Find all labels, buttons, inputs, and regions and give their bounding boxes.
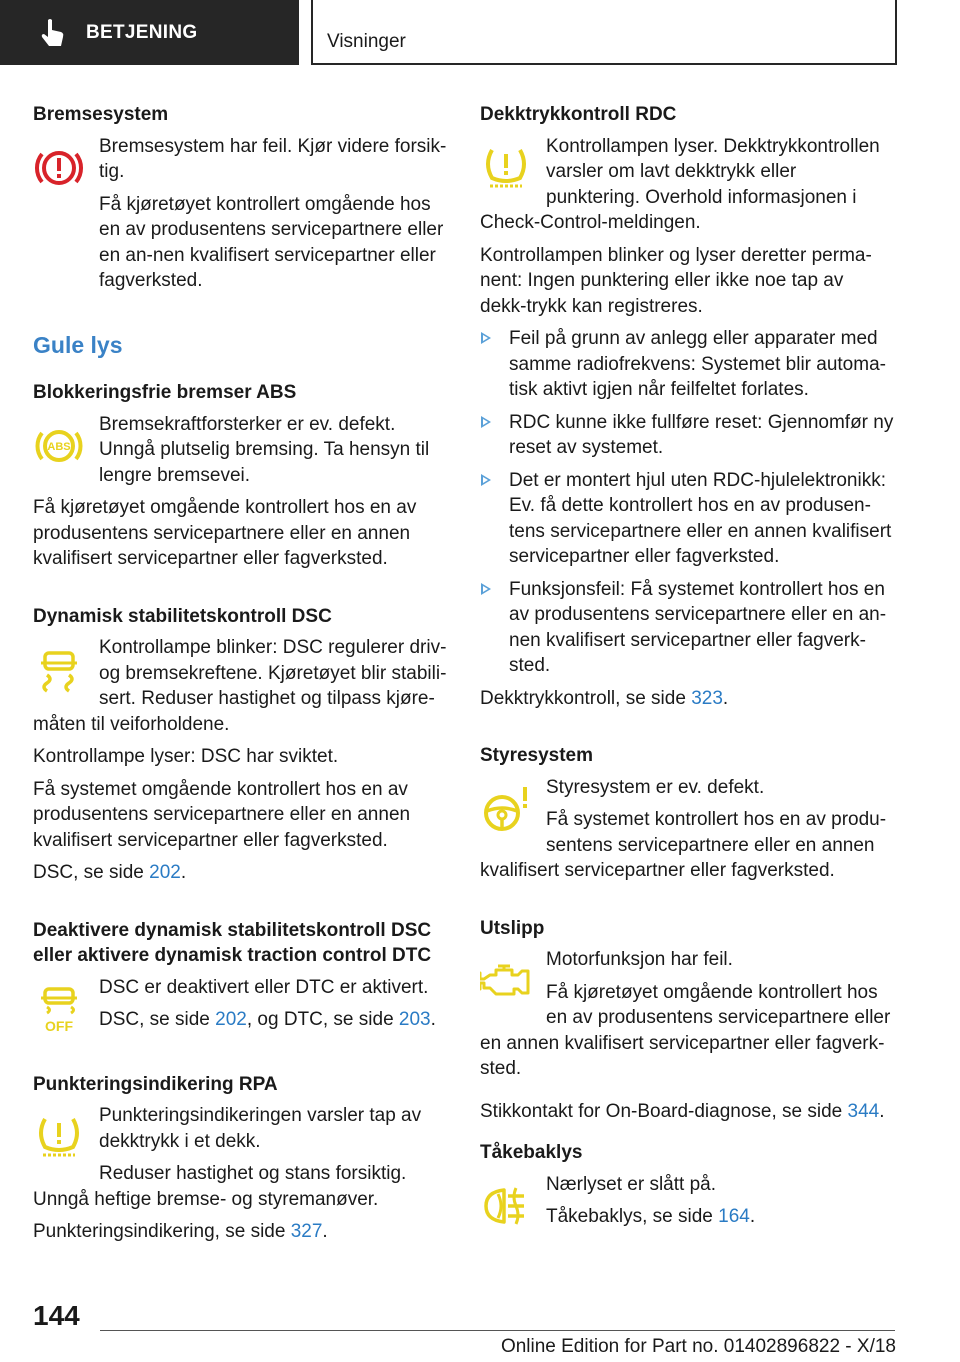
abs-icon bbox=[33, 420, 85, 472]
rdc-reference: Dekktrykkontroll, se side 323. bbox=[480, 687, 729, 709]
brake-warning-icon bbox=[33, 142, 85, 194]
emission-title: Utslipp bbox=[480, 917, 545, 939]
flat-tire-icon bbox=[33, 1111, 85, 1163]
svg-text:OFF: OFF bbox=[45, 1017, 73, 1034]
dsc-reference: DSC, se side 202. bbox=[33, 862, 187, 883]
emission-text-1: Motorfunksjon har feil. bbox=[546, 949, 733, 970]
abs-text-2: Få kjøretøyet omgående kontrollert hos en av produsentens servicepartnere eller en annen kvalifisert servicepartner eller fagverksted. bbox=[33, 497, 417, 569]
list-item: Feil på grunn av anlegg eller apparater med samme radiofrekvens: Systemet blir automa-tisk aktivt igjen når feilfeltet forlates. bbox=[480, 326, 895, 403]
list-item: RDC kunne ikke fullføre reset: Gjennomfør ny reset av systemet. bbox=[480, 410, 895, 461]
bullet-triangle-icon bbox=[481, 416, 491, 428]
rdc-title: Dekktrykkontroll RDC bbox=[480, 104, 677, 125]
right-column bbox=[480, 102, 895, 1237]
left-column bbox=[33, 102, 448, 1252]
bullet-triangle-icon bbox=[481, 332, 491, 344]
dsc-off-page-link-1[interactable]: 202 bbox=[215, 1009, 247, 1030]
abs-text-1: Bremsekraftforsterker er ev. defekt. Unngå plutselig bremsing. Ta hensyn til lengre bremsevei. bbox=[99, 413, 430, 486]
dsc-text-2: Kontrollampe lyser: DSC har sviktet. bbox=[33, 746, 339, 767]
yellow-lights-heading: Gule lys bbox=[33, 331, 123, 358]
rpa-reference: Punkteringsindikering, se side 327. bbox=[33, 1221, 328, 1242]
footer-edition: Online Edition for Part no. 01402896822 - X/18 bbox=[500, 1336, 896, 1357]
abs-title: Blokkeringsfrie bremser ABS bbox=[33, 382, 297, 403]
steering-wheel-warning-icon bbox=[480, 783, 532, 835]
brake-text-1: Bremsesystem har feil. Kjør videre forsik-tig. bbox=[99, 135, 447, 182]
page-title: Visninger bbox=[327, 31, 406, 52]
list-item: Det er montert hjul uten RDC-hjulelektronikk: Ev. få dette kontrollert hos en av produsen-tens servicepartnere eller en annen kvalifisert servicepartner eller fagverksted. bbox=[480, 468, 895, 570]
check-engine-icon bbox=[480, 955, 532, 1007]
dsc-off-reference: DSC, se side 202, og DTC, se side 203. bbox=[99, 1009, 436, 1030]
dsc-off-text-1: DSC er deaktivert eller DTC er aktivert. bbox=[99, 976, 429, 998]
brake-system-title: Bremsesystem bbox=[33, 104, 169, 125]
tire-pressure-icon bbox=[480, 142, 532, 194]
fog-light-reference: Tåkebaklys, se side 164. bbox=[546, 1206, 756, 1227]
list-item: Funksjonsfeil: Få systemet kontrollert hos en av produsentens servicepartnere eller en an-nen kvalifisert servicepartner eller fagverk-sted. bbox=[480, 577, 895, 679]
rpa-text-1: Punkteringsindikeringen varsler tap av dekktrykk i et dekk. bbox=[99, 1105, 422, 1152]
section-name: BETJENING bbox=[86, 21, 198, 43]
page-number: 144 bbox=[33, 1300, 80, 1331]
dsc-off-title: Deaktivere dynamisk stabilitetskontroll DSC eller aktivere dynamisk traction control DTC bbox=[33, 919, 432, 966]
dsc-skid-icon bbox=[33, 643, 85, 695]
rdc-text-1: Kontrollampen lyser. Dekktrykkontrollen varsler om lavt dekktrykk eller punktering. Overhold informasjonen i Check-Control-meldingen. bbox=[480, 135, 880, 233]
footer-divider bbox=[100, 1330, 895, 1331]
rdc-text-2: Kontrollampen blinker og lyser deretter perma-nent: Ingen punktering eller ikke noe tap av dekk-trykk kan registreres. bbox=[480, 244, 872, 317]
dsc-page-link[interactable]: 202 bbox=[149, 862, 181, 883]
emission-text-2: Få kjøretøyet omgående kontrollert hos en av produsentens servicepartnere eller en annen kvalifisert servicepartner eller fagverk-sted. bbox=[480, 981, 891, 1079]
dsc-text-3: Få systemet omgående kontrollert hos en av produsentens servicepartnere eller en annen kvalifisert servicepartner eller fagverksted. bbox=[33, 778, 411, 851]
bullet-triangle-icon bbox=[481, 474, 491, 486]
rpa-text-2: Reduser hastighet og stans forsiktig. Unngå heftige bremse- og styremanøver. bbox=[33, 1163, 407, 1210]
dsc-off-icon bbox=[33, 983, 85, 1035]
fog-light-page-link[interactable]: 164 bbox=[718, 1206, 750, 1227]
page-header bbox=[311, 0, 897, 65]
obd-page-link[interactable]: 344 bbox=[847, 1100, 880, 1122]
rpa-page-link[interactable]: 327 bbox=[290, 1221, 323, 1242]
fog-light-text-1: Nærlyset er slått på. bbox=[546, 1173, 716, 1195]
bullet-triangle-icon bbox=[481, 583, 491, 595]
steering-title: Styresystem bbox=[480, 745, 594, 766]
svg-text:ABS: ABS bbox=[47, 440, 71, 453]
dsc-text-1: Kontrollampe blinker: DSC regulerer driv- og bremsekreftene. Kjøretøyet blir stabili-sert. Reduser hastighet og tilpass kjøre-måten til veiforholdene. bbox=[33, 637, 447, 735]
rdc-page-link[interactable]: 323 bbox=[691, 687, 723, 709]
dtc-page-link[interactable]: 203 bbox=[398, 1009, 431, 1030]
steering-text-2: Få systemet kontrollert hos en av produ-sentens servicepartnere eller en annen kvalifisert servicepartner eller fagverksted. bbox=[480, 809, 887, 881]
fog-light-title: Tåkebaklys bbox=[480, 1142, 583, 1163]
steering-text-1: Styresystem er ev. defekt. bbox=[546, 776, 765, 798]
obd-reference: Stikkontakt for On-Board-diagnose, se side 344. bbox=[480, 1100, 885, 1122]
dsc-title: Dynamisk stabilitetskontroll DSC bbox=[33, 605, 332, 627]
brake-text-2: Få kjøretøyet kontrollert omgående hos en av produsentens servicepartnere eller en an-nen kvalifisert servicepartner eller fagverksted. bbox=[99, 193, 444, 291]
rpa-title: Punkteringsindikering RPA bbox=[33, 1073, 278, 1095]
rear-fog-light-icon bbox=[480, 1180, 532, 1232]
hand-pointer-icon bbox=[40, 18, 66, 48]
section-tab bbox=[0, 0, 299, 65]
